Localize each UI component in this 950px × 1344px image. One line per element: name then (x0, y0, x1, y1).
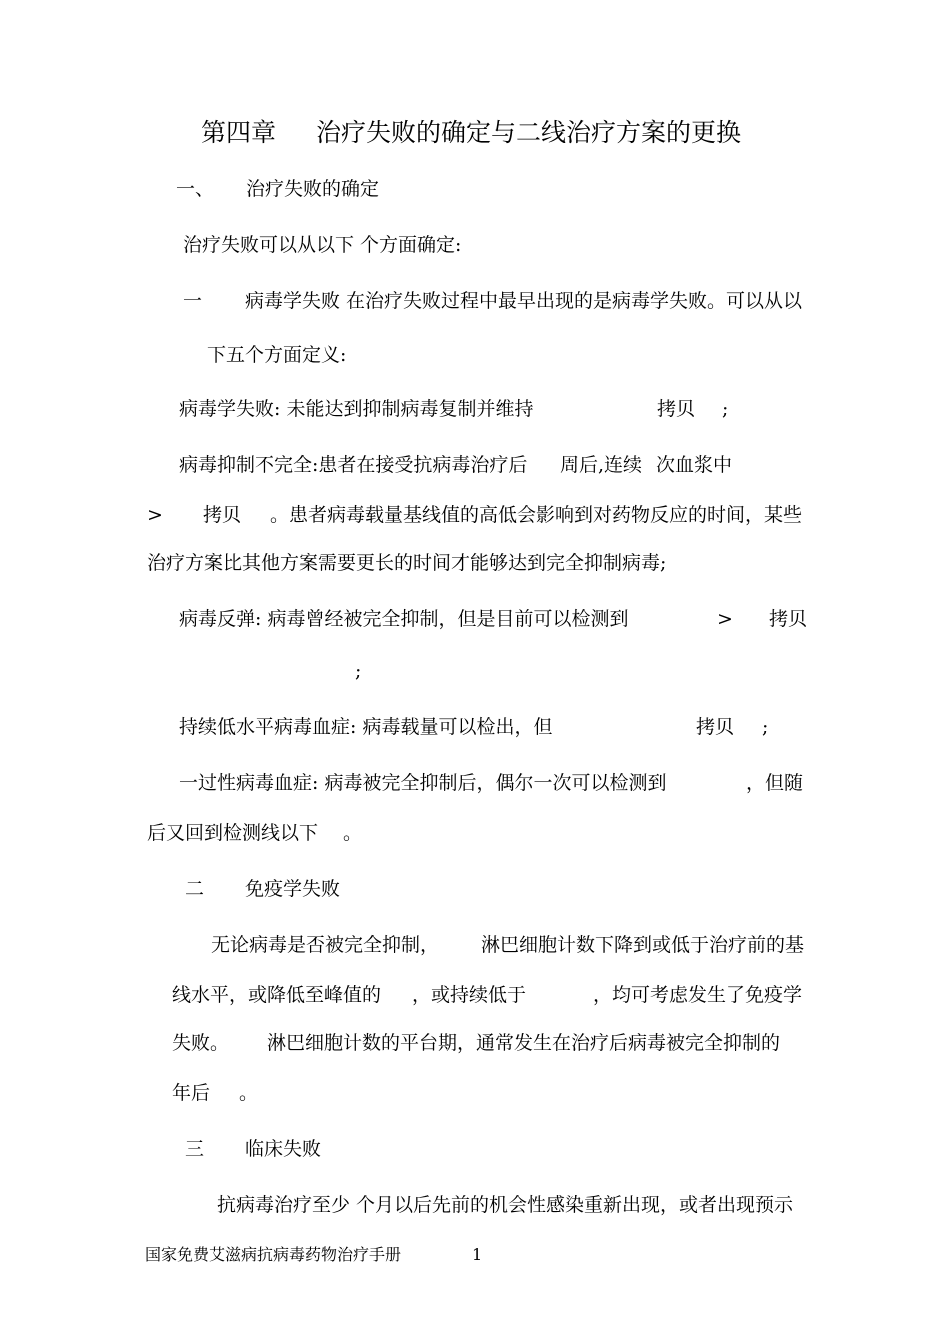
chapter-label: 第四章 (201, 118, 277, 147)
def5-cont: ，但随 (746, 772, 804, 794)
def3-end: ; (355, 660, 362, 682)
item2-line1a: 无论病毒是否被完全抑制， (211, 934, 440, 956)
def3-gt: > (717, 608, 733, 630)
item2-line3b: 淋巴细胞计数的平台期，通常发生在治疗后病毒被完全抑制的 (267, 1032, 781, 1054)
def1-unit: 拷贝 (657, 398, 696, 420)
def2-line1c: 次血浆中 (656, 454, 733, 476)
item3-heading: 临床失败 (245, 1138, 322, 1160)
item1-line1: 病毒学失败 在治疗失败过程中最早出现的是病毒学失败。可以从以 (245, 290, 803, 312)
page-title: 治疗失败的确定与二线治疗方案的更换 (316, 118, 742, 147)
def2-line2a: > (147, 504, 163, 526)
item2-heading: 免疫学失败 (245, 878, 341, 900)
section-number: 一、 (176, 178, 215, 200)
def3-unit: 拷贝 (769, 608, 808, 630)
def5-line2: 后又回到检测线以下 (147, 822, 319, 844)
item2-line2a: 线水平，或降低至峰值的 (172, 984, 382, 1006)
def4-text: 持续低水平病毒血症: 病毒载量可以检出，但 (179, 716, 553, 738)
def2-line2c: 。患者病毒载量基线值的高低会影响到对药物反应的时间，某些 (270, 504, 803, 526)
item2-line2c: ，均可考虑发生了免疫学 (593, 984, 803, 1006)
item3-line1: 抗病毒治疗至少 个月以后先前的机会性感染重新出现，或者出现预示 (217, 1194, 794, 1216)
item2-line4a: 年后 (172, 1082, 211, 1104)
item2-line3a: 失败。 (172, 1032, 230, 1054)
def1-text: 病毒学失败: 未能达到抑制病毒复制并维持 (179, 398, 534, 420)
def4-end: ; (762, 716, 769, 738)
def2-line1b: 周后,连续 (560, 454, 643, 476)
item3-number: 三 (185, 1138, 205, 1160)
def3-text: 病毒反弹: 病毒曾经被完全抑制，但是目前可以检测到 (179, 608, 629, 630)
def4-unit: 拷贝 (696, 716, 735, 738)
item1-line2: 下五个方面定义: (207, 344, 347, 366)
item2-line2b: ，或持续低于 (412, 984, 527, 1006)
section-heading: 治疗失败的确定 (246, 178, 380, 200)
item1-number: 一 (183, 290, 203, 312)
item2-line1b: 淋巴细胞计数下降到或低于治疗前的基 (481, 934, 805, 956)
page-number: 1 (472, 1245, 483, 1264)
item2-line4b: 。 (239, 1082, 259, 1104)
def5-end: 。 (343, 822, 363, 844)
def1-end: ; (722, 398, 729, 420)
intro-text: 治疗失败可以从以下 个方面确定: (183, 234, 462, 256)
footer-text: 国家免费艾滋病抗病毒药物治疗手册 (145, 1245, 402, 1264)
def5-text: 一过性病毒血症: 病毒被完全抑制后，偶尔一次可以检测到 (179, 772, 667, 794)
def2-line1a: 病毒抑制不完全:患者在接受抗病毒治疗后 (179, 454, 528, 476)
def2-line3: 治疗方案比其他方案需要更长的时间才能够达到完全抑制病毒; (147, 552, 667, 574)
def2-line2b: 拷贝 (203, 504, 242, 526)
item2-number: 二 (185, 878, 205, 900)
